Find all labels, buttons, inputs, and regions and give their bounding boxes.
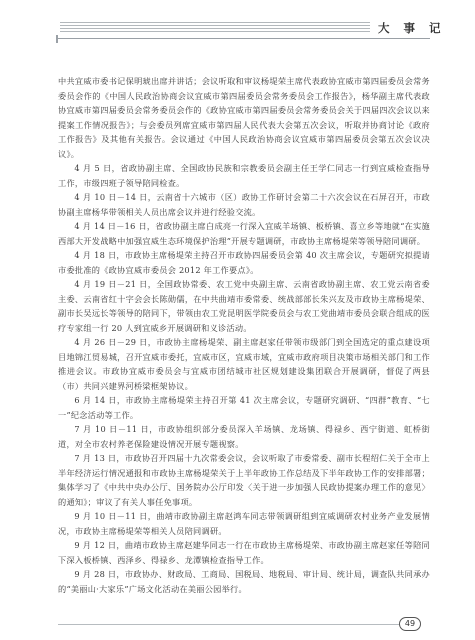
paragraph: 9 月 12 日，曲靖市政协主席赵建华同志一行在市政协主席杨堤荣、市政协副主席赵家任等陪同下深入板桥镇、西泽乡、得禄乡、龙潭镇检查指导工作。 xyxy=(58,540,430,565)
header-decoration xyxy=(60,22,370,34)
paragraph: 9 月 28 日，市政协办、财政局、工商局、国税局、地税局、审计局、统计局，调查队共同承办的“美丽山·大家乐”广场文化活动在美丽公园举行。 xyxy=(58,569,430,594)
paragraph: 4 月 18 日，市政协主席杨堤荣主持召开市政协四届委员会第 40 次主席会议，专题研究拟提请市委批准的《政协宜威市委员会 2012 年工作要点》。 xyxy=(58,250,430,275)
paragraph: 中共宜威市委书记保明琥出席并讲话；会议听取和审议杨堤荣主席代表政协宜威市第四届委员会常务委员会作的《中国人民政治协商会议宜威市第四届委员会常务委员会工作报告》，杨华副主席代表政协宜威市第四届委员会常务委员会作的《政协宜威市第四届委员会常务委员会关于四届四次会议以来提案工作情况报告》；与会委员列席宜威市第四届人民代表大会第五次会议，听取并协商讨论《政府工作报告》及其他有关报告。会议通过《中国人民政治协商会议宜威市第四届委员会第五次会议决议》。 xyxy=(58,76,430,159)
paragraph: 7 月 13 日，市政协召开四届十九次常委会议，会议听取了市委常委、副市长程绍仁关于全市上半年经济运行情况通报和市政协主席杨堤荣关于上半年政协工作总结及下半年政协工作的安排部署；集体学习了《中共中央办公厅、国务院办公厅印发〈关于进一步加强人民政协提案办理工作的意见〉的通知》；审议了有关人事任免事项。 xyxy=(58,453,430,507)
page-number: 49 xyxy=(399,617,421,631)
section-title: 大 事 记 xyxy=(378,21,446,35)
article-body xyxy=(58,74,430,596)
paragraph: 4 月 26 日－29 日，市政协主席杨堤荣、副主席赵家任带领市级部门到全国选定的重点建设项目地锦江贸易城，召开宜威市委托，宜威市区，宜威市域，宜威市政府项目决策市场相关部门和工作推进会议。市政协宜威市委员会与宜威市团结城市社区规划建设集团联合开展调研，督促了两县（市）共同兴建界河桥梁框架协议。 xyxy=(58,337,430,391)
header-rule-tick xyxy=(56,35,58,43)
paragraph: 4 月 10 日－14 日，云南省十六城市（区）政协工作研讨会第二十六次会议在石屏召开，市政协副主席杨华带领相关人员出席会议并进行经验交流。 xyxy=(58,192,430,217)
paragraph: 6 月 14 日，市政协主席杨堤荣主持召开第 41 次主席会议，专题研究调研、“四群”教育、“七一”纪念活动等工作。 xyxy=(58,395,430,420)
paragraph: 4 月 14 日－16 日，省政协副主席白成亮一行深入宜威羊场镇、板桥镇、喜立乡等地就“在实施西部大开发战略中加强宜威生态环境保护治理”开展专题调研，市政协主席杨堤荣等领导陪同调研。 xyxy=(58,221,430,246)
paragraph: 4 月 19 日－21 日，全国政协常委、农工党中央副主席、云南省政协副主席、农工党云南省委主委、云南省红十字会会长陈勋儒，在中共曲靖市委常委、统战部部长朱兴友及市政协主席杨堤荣、副市长吴远长等领导的陪同下，带领由农工党昆明医学院委员会与农工党曲靖市委员会联合组成的医疗专家组一行 20 人到宜威乡开展调研和义诊活动。 xyxy=(58,279,430,333)
footer-rule xyxy=(58,624,399,625)
paragraph: 9 月 10 日－11 日，曲靖市政协副主席赵鸿车同志带领调研组到宜威调研农村业务产业发展情况，市政协主席杨堤荣等相关人员陪同调研。 xyxy=(58,511,430,536)
header-rule xyxy=(56,38,430,39)
paragraph: 4 月 5 日，省政协副主席、全国政协民族和宗教委员会副主任王学仁同志一行到宜威检查指导工作，市级四班子领导陪同检查。 xyxy=(58,163,430,188)
paragraph: 7 月 10 日－11 日，市政协组织部分委员深入羊场镇、龙场镇、得禄乡、西宁街道、虹桥街道，对全市农村养老保险建设情况开展专题视察。 xyxy=(58,424,430,449)
